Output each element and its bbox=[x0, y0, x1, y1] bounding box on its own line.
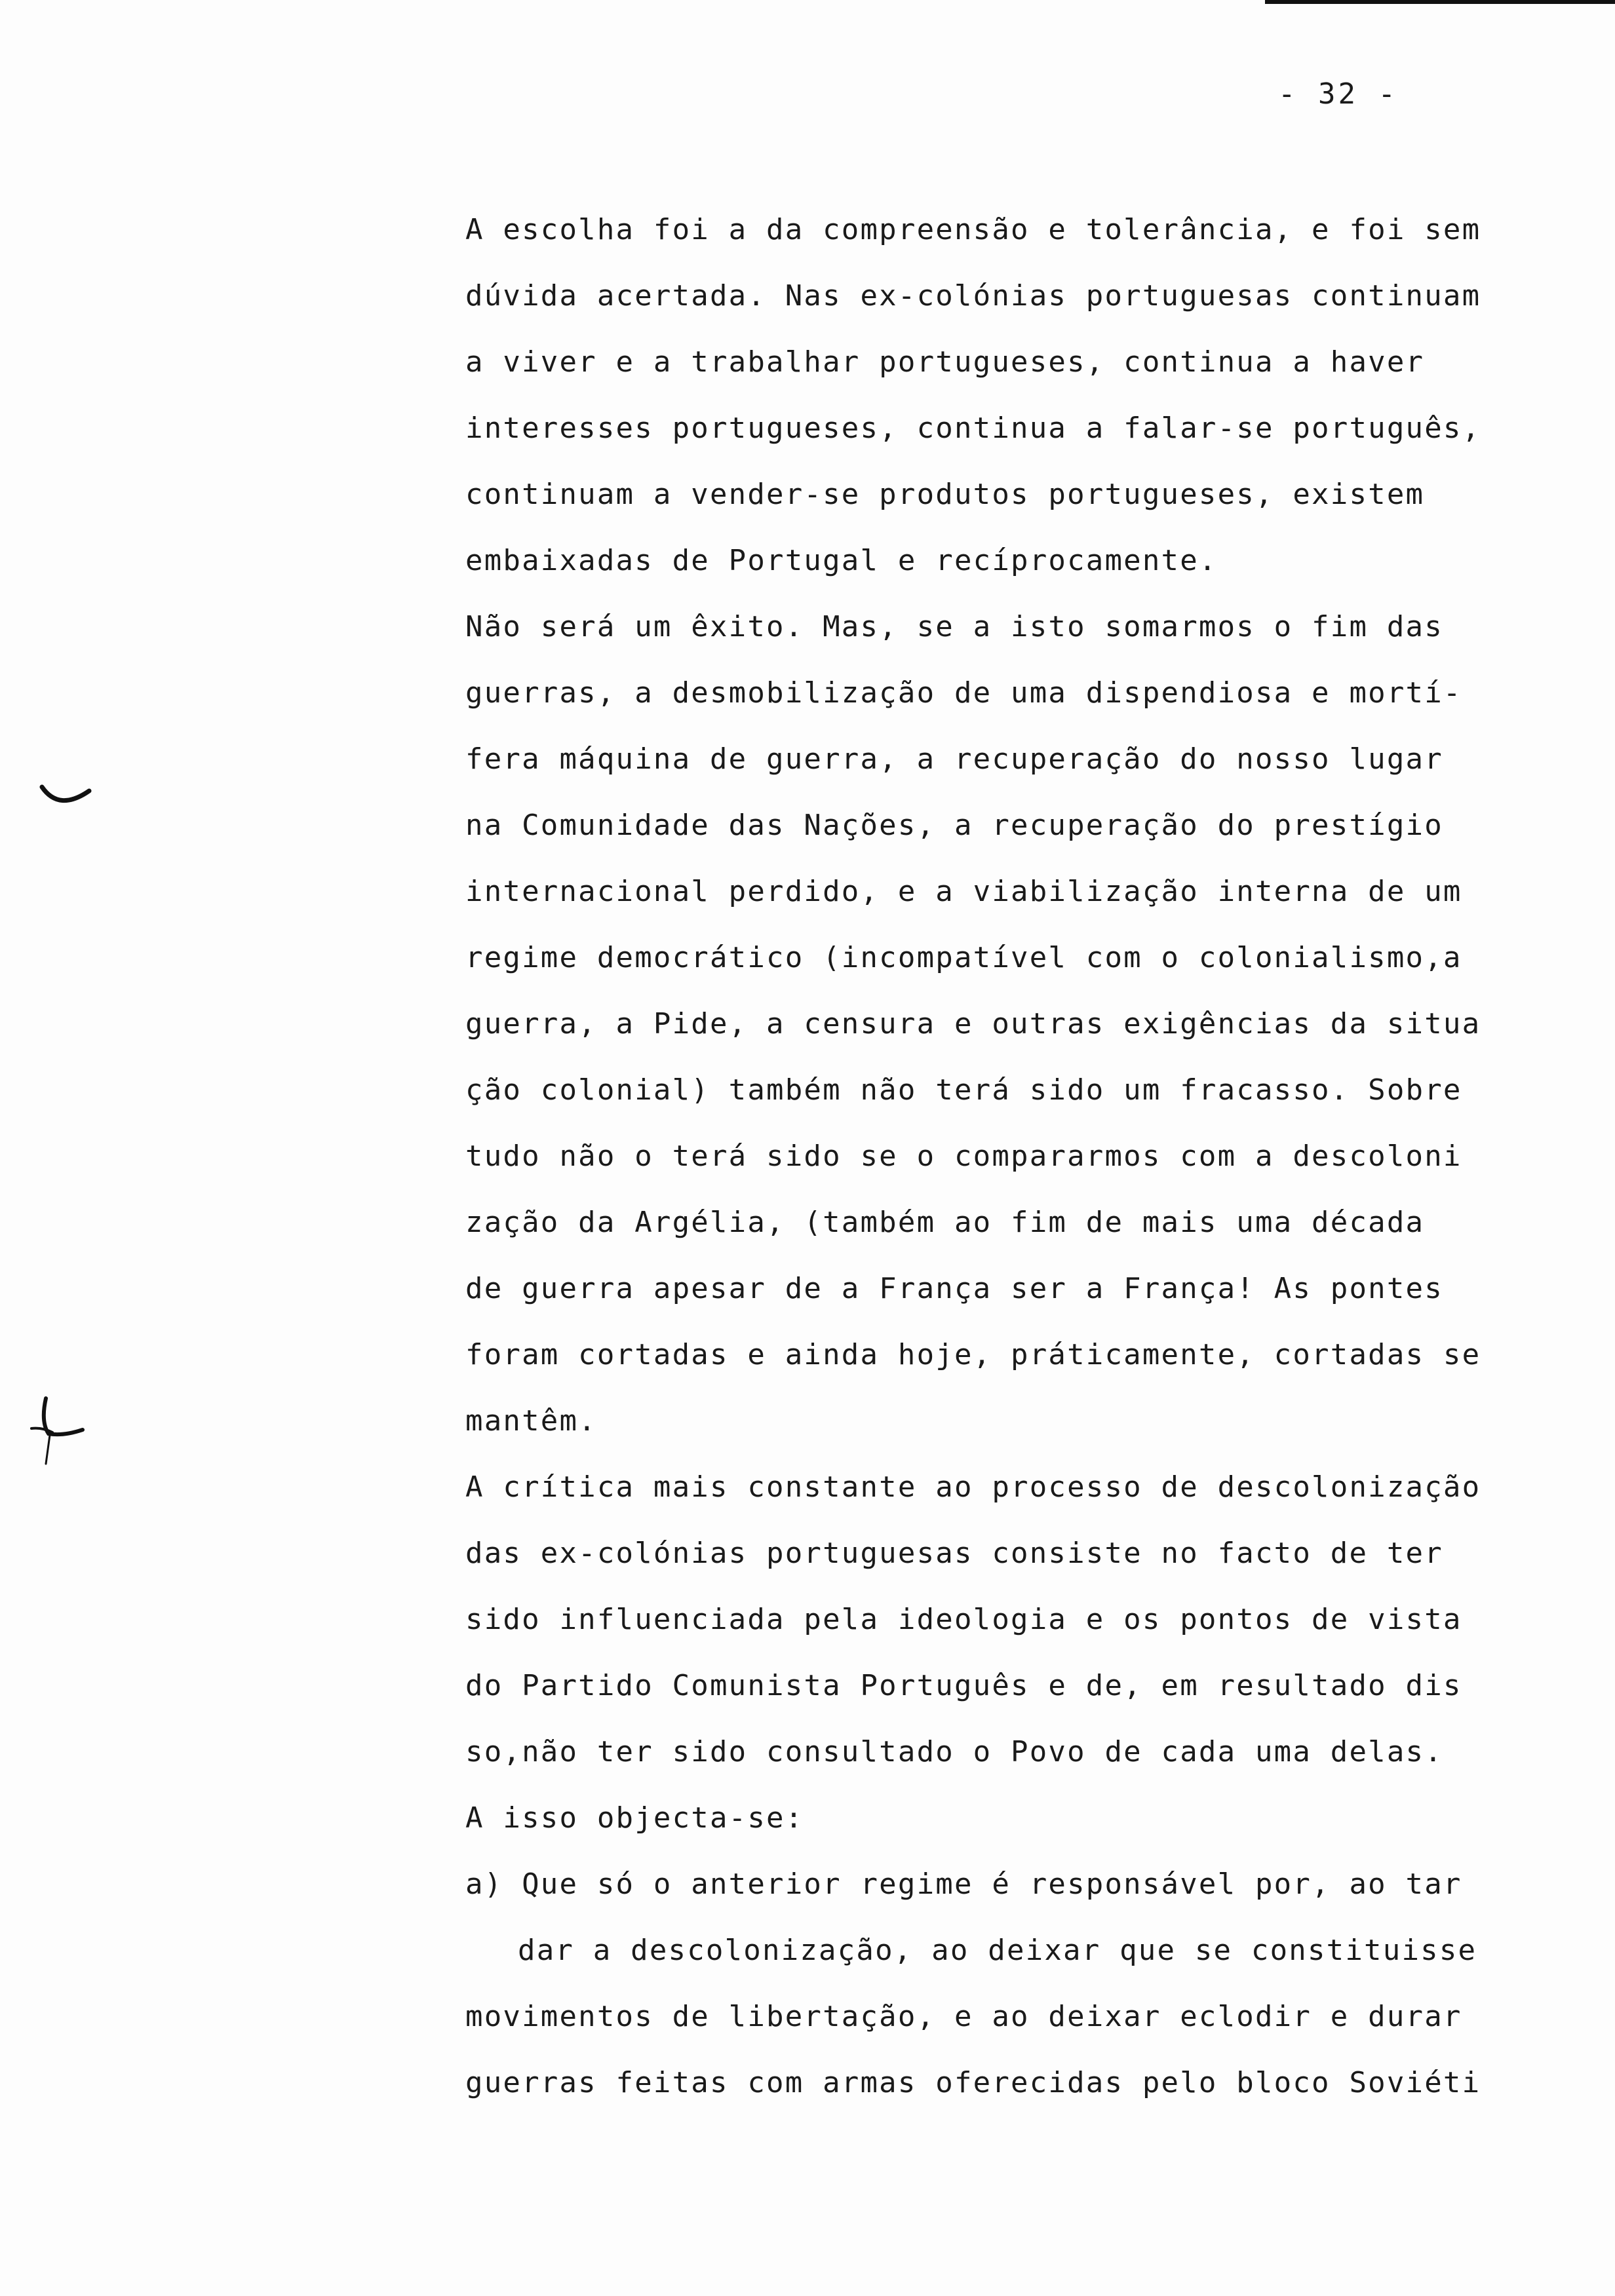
text-line: na Comunidade das Nações, a recuperação do prestígio bbox=[465, 809, 1443, 842]
text-line: a viver e a trabalhar portugueses, continua a haver bbox=[465, 345, 1425, 379]
text-line: de guerra apesar de a França ser a França! As pontes bbox=[465, 1272, 1443, 1305]
text-line: ção colonial) também não terá sido um fracasso. Sobre bbox=[465, 1073, 1462, 1107]
text-line: Não será um êxito. Mas, se a isto somarmos o fim das bbox=[465, 610, 1443, 643]
text-line: movimentos de libertação, e ao deixar eclodir e durar bbox=[465, 2000, 1462, 2033]
text-line: A escolha foi a da compreensão e tolerância, e foi sem bbox=[465, 213, 1481, 246]
text-line: internacional perdido, e a viabilização interna de um bbox=[465, 875, 1462, 908]
text-line: sido influenciada pela ideologia e os pontos de vista bbox=[465, 1603, 1462, 1636]
text-line: tudo não o terá sido se o compararmos com a descoloni bbox=[465, 1139, 1462, 1173]
text-line: guerras, a desmobilização de uma dispendiosa e mortí- bbox=[465, 676, 1462, 710]
text-line: regime democrático (incompatível com o colonialismo,a bbox=[465, 941, 1462, 974]
handwritten-mark-icon bbox=[26, 1396, 85, 1468]
text-line: do Partido Comunista Português e de, em resultado dis bbox=[465, 1669, 1462, 1702]
top-edge-rule bbox=[1265, 0, 1615, 4]
text-line: zação da Argélia, (também ao fim de mais uma década bbox=[465, 1206, 1425, 1239]
text-line: continuam a vender-se produtos portugueses, existem bbox=[465, 478, 1425, 511]
text-line: fera máquina de guerra, a recuperação do nosso lugar bbox=[465, 742, 1443, 776]
text-line: foram cortadas e ainda hoje, práticamente, cortadas se bbox=[465, 1338, 1481, 1371]
text-line: guerra, a Pide, a censura e outras exigências da situa bbox=[465, 1007, 1481, 1041]
curved-check-mark-icon bbox=[39, 783, 92, 816]
text-line: das ex-colónias portuguesas consiste no facto de ter bbox=[465, 1537, 1443, 1570]
text-line: embaixadas de Portugal e recíprocamente. bbox=[465, 544, 1218, 577]
page-number: - 32 - bbox=[1278, 77, 1398, 111]
text-line: interesses portugueses, continua a falar-se português, bbox=[465, 411, 1481, 445]
text-line: guerras feitas com armas oferecidas pelo bloco Soviéti bbox=[465, 2066, 1481, 2099]
text-line: A crítica mais constante ao processo de descolonização bbox=[465, 1470, 1481, 1504]
text-line: A isso objecta-se: bbox=[465, 1801, 804, 1835]
text-line: mantêm. bbox=[465, 1404, 597, 1438]
text-line: dúvida acertada. Nas ex-colónias portuguesas continuam bbox=[465, 279, 1481, 313]
text-line: so,não ter sido consultado o Povo de cada uma delas. bbox=[465, 1735, 1443, 1769]
text-line: dar a descolonização, ao deixar que se constituisse bbox=[518, 1934, 1477, 1967]
text-line: a) Que só o anterior regime é responsável por, ao tar bbox=[465, 1867, 1462, 1901]
body-text bbox=[465, 197, 1540, 2116]
